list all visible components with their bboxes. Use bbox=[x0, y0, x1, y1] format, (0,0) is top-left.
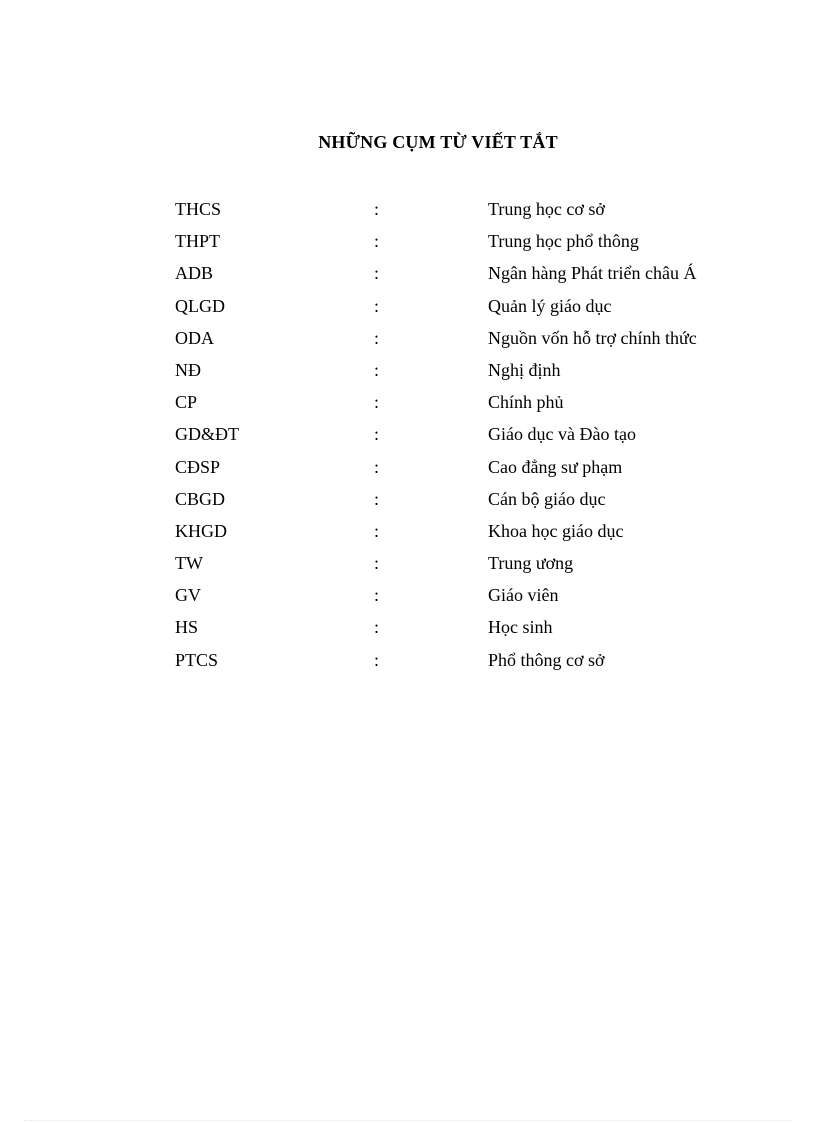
abbreviation-term: NĐ bbox=[175, 359, 201, 380]
abbreviation-separator: : bbox=[374, 585, 380, 606]
abbreviation-separator: : bbox=[374, 263, 380, 284]
abbreviation-row bbox=[175, 357, 775, 389]
abbreviation-row bbox=[175, 486, 775, 518]
abbreviation-meaning: Khoa học giáo dục bbox=[488, 520, 624, 541]
abbreviation-term: KHGD bbox=[175, 520, 227, 541]
abbreviation-term: HS bbox=[175, 617, 199, 638]
abbreviation-term: CP bbox=[175, 392, 198, 413]
abbreviation-meaning: Ngân hàng Phát triển châu Á bbox=[488, 263, 697, 284]
abbreviation-separator: : bbox=[374, 424, 380, 445]
abbreviation-separator: : bbox=[374, 295, 380, 316]
abbreviation-meaning: Giáo dục và Đào tạo bbox=[488, 424, 636, 445]
abbreviation-separator: : bbox=[374, 231, 380, 252]
abbreviation-row bbox=[175, 260, 775, 292]
abbreviation-row bbox=[175, 550, 775, 582]
abbreviation-list bbox=[175, 196, 775, 679]
abbreviation-row bbox=[175, 228, 775, 260]
page-title: NHỮNG CỤM TỪ VIẾT TẮT bbox=[318, 132, 558, 152]
abbreviation-separator: : bbox=[374, 617, 380, 638]
abbreviation-meaning: Chính phủ bbox=[488, 392, 564, 413]
abbreviation-term: GD&ĐT bbox=[175, 424, 239, 445]
abbreviation-term: CBGD bbox=[175, 488, 226, 509]
abbreviation-term: ADB bbox=[175, 263, 214, 284]
abbreviation-meaning: Nghị định bbox=[488, 359, 561, 380]
abbreviation-meaning: Cán bộ giáo dục bbox=[488, 488, 606, 509]
abbreviation-term: GV bbox=[175, 585, 201, 606]
abbreviation-meaning: Quản lý giáo dục bbox=[488, 295, 612, 316]
abbreviation-meaning: Cao đẳng sư phạm bbox=[488, 456, 623, 477]
abbreviation-meaning: Nguồn vốn hỗ trợ chính thức bbox=[488, 327, 697, 348]
abbreviation-term: ODA bbox=[175, 327, 214, 348]
abbreviation-meaning: Trung ương bbox=[488, 553, 574, 574]
abbreviation-meaning: Trung học phổ thông bbox=[488, 231, 639, 252]
abbreviation-separator: : bbox=[374, 359, 380, 380]
abbreviation-term: THCS bbox=[175, 199, 222, 219]
abbreviation-separator: : bbox=[374, 649, 380, 670]
abbreviation-row bbox=[175, 647, 775, 679]
abbreviation-row bbox=[175, 582, 775, 614]
abbreviation-separator: : bbox=[374, 456, 380, 477]
abbreviation-separator: : bbox=[374, 553, 380, 574]
abbreviation-separator: : bbox=[374, 488, 380, 509]
abbreviation-meaning: Giáo viên bbox=[488, 585, 559, 606]
abbreviation-row bbox=[175, 293, 775, 325]
abbreviation-term: PTCS bbox=[175, 649, 219, 670]
abbreviation-separator: : bbox=[374, 199, 380, 219]
abbreviation-row bbox=[175, 196, 775, 228]
abbreviation-meaning: Trung học cơ sở bbox=[488, 199, 605, 219]
abbreviation-separator: : bbox=[374, 520, 380, 541]
abbreviation-term: QLGD bbox=[175, 295, 225, 316]
abbreviation-term: CĐSP bbox=[175, 456, 221, 477]
abbreviation-row bbox=[175, 389, 775, 421]
abbreviation-separator: : bbox=[374, 327, 380, 348]
abbreviation-row bbox=[175, 518, 775, 550]
abbreviation-separator: : bbox=[374, 392, 380, 413]
abbreviation-term: THPT bbox=[175, 231, 220, 252]
page-bottom-divider bbox=[24, 1120, 792, 1121]
abbreviation-row bbox=[175, 454, 775, 486]
abbreviation-term: TW bbox=[175, 553, 203, 574]
abbreviation-meaning: Học sinh bbox=[488, 617, 553, 638]
abbreviation-row bbox=[175, 421, 775, 453]
abbreviation-meaning: Phổ thông cơ sở bbox=[488, 649, 605, 670]
abbreviation-row bbox=[175, 614, 775, 646]
abbreviation-row bbox=[175, 325, 775, 357]
